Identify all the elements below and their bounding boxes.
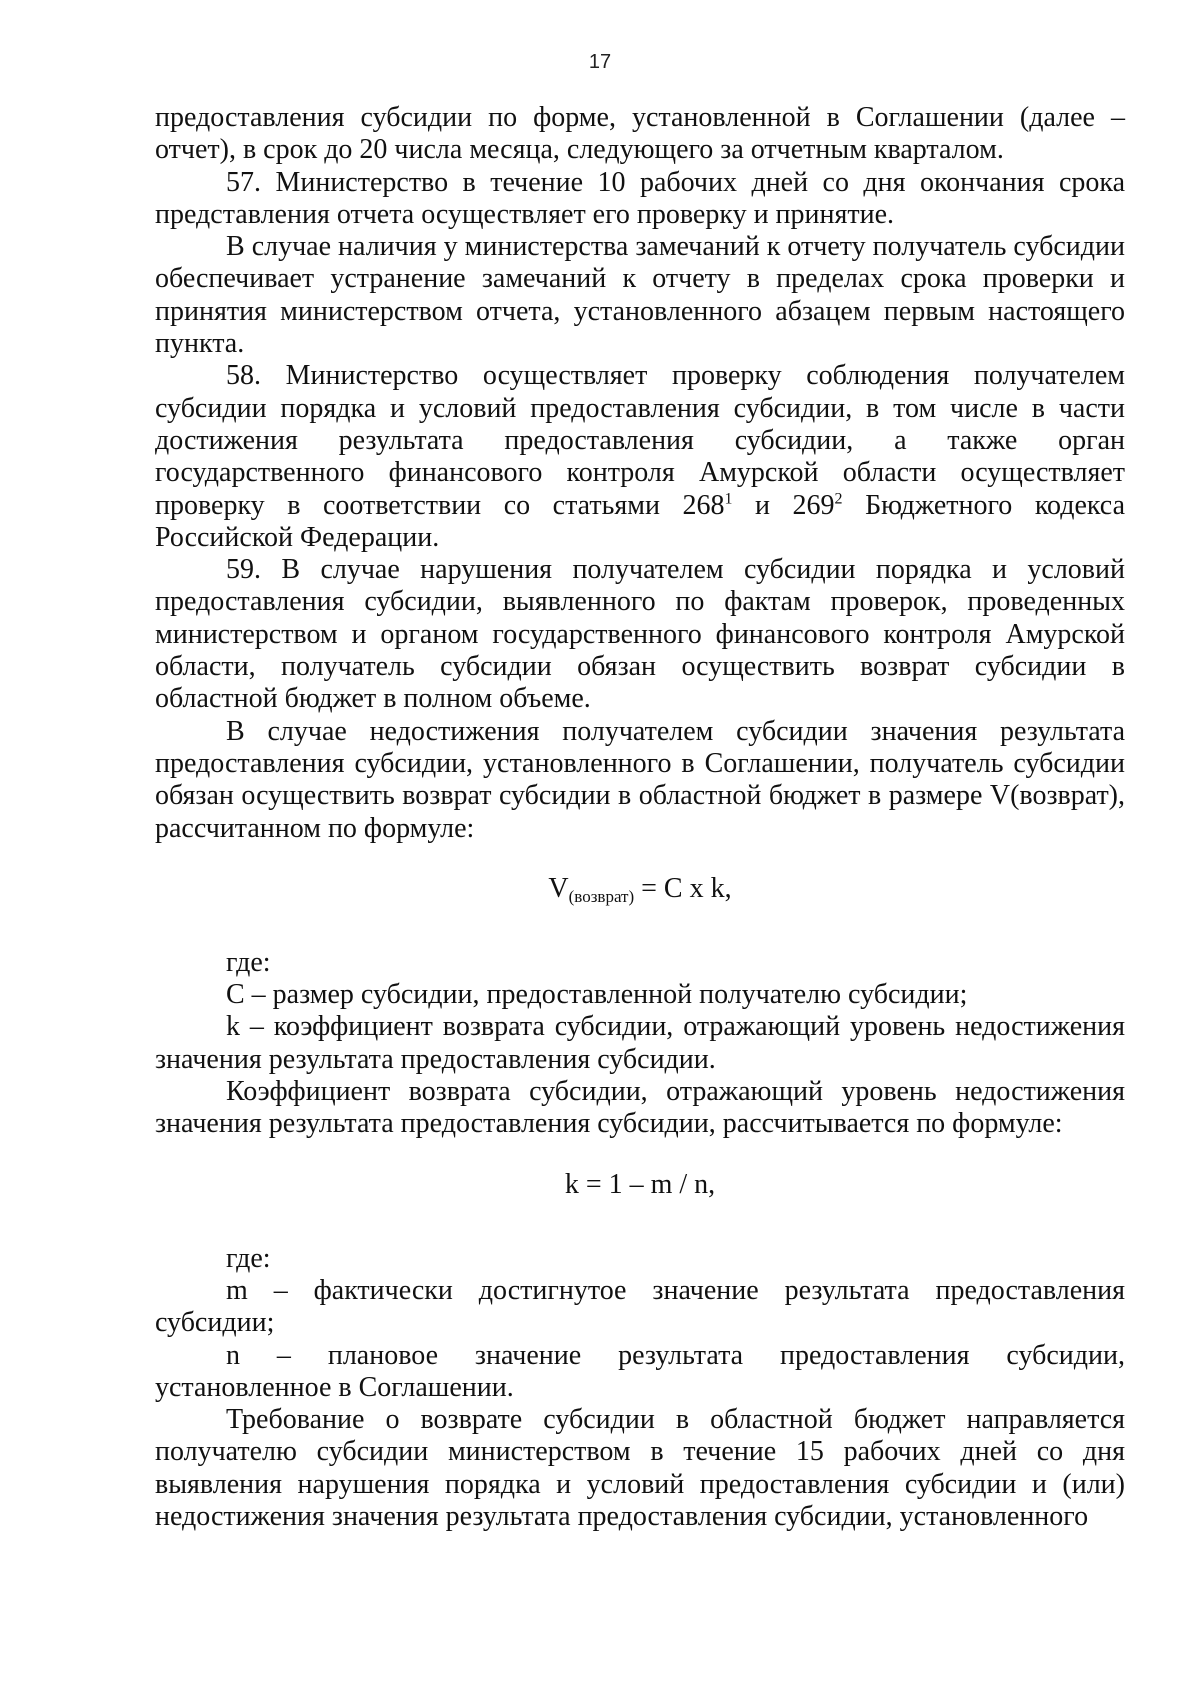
- document-body: [155, 102, 1125, 1533]
- definition-m: m – фактически достигнутое значение результата предоставления субсидии;: [155, 1274, 1125, 1339]
- paragraph-coefficient: Коэффициент возврата субсидии, отражающий уровень недостижения значения результата предоставления субсидии, рассчитывается по формуле:: [155, 1076, 1125, 1140]
- superscript-1: 1: [724, 490, 733, 508]
- paragraph-58-text-a: 58. Министерство осуществляет проверку соблюдения получателем субсидии порядка и условий предоставления субсидии, в том числе в части достижения результата предоставления субсидии, а также орган государственного финансового контроля Амурской области осуществляет проверку в соответствии со статьями 268: [155, 360, 1125, 521]
- paragraph-58-text-b: и 269: [732, 489, 835, 521]
- paragraph-58-text-c: Бюджетного кодекса Российской Федерации.: [155, 489, 1125, 553]
- paragraph-remarks: В случае наличия у министерства замечаний к отчету получатель субсидии обеспечивает устранение замечаний к отчету в пределах срока проверки и принятия министерством отчета, установленного абзацем первым настоящего пункта.: [155, 231, 1125, 360]
- formula-return-amount: [155, 871, 1125, 907]
- superscript-2: 2: [834, 490, 843, 508]
- definition-n: n – плановое значение результата предоставления субсидии, установленное в Соглашении.: [155, 1339, 1125, 1403]
- paragraph-demand: Требование о возврате субсидии в областной бюджет направляется получателю субсидии министерством в течение 15 рабочих дней со дня выявления нарушения порядка и условий предоставления субсидии и (или) недостижения значения результата предоставления субсидии, установленного: [155, 1404, 1125, 1532]
- paragraph-non-achievement: В случае недостижения получателем субсидии значения результата предоставления субсидии, установленного в Соглашении, получатель субсидии обязан осуществить возврат субсидии в областной бюджет в размере V(возврат), рассчитанном по формуле:: [155, 715, 1125, 844]
- paragraph-57: 57. Министерство в течение 10 рабочих дней со дня окончания срока представления отчета осуществляет его проверку и принятие.: [155, 166, 1125, 230]
- paragraph-59: 59. В случае нарушения получателем субсидии порядка и условий предоставления субсидии, выявленного по фактам проверок, проведенных министерством и органом государственного финансового контроля Амурской области, получатель субсидии обязан осуществить возврат субсидии в областной бюджет в полном объеме.: [155, 554, 1125, 715]
- definition-k: k – коэффициент возврата субсидии, отражающий уровень недостижения значения результата предоставления субсидии.: [155, 1011, 1125, 1075]
- formula-1-subscript: (возврат): [568, 886, 635, 906]
- paragraph-58: [155, 360, 1125, 554]
- formula-1-rest: = C x k,: [634, 872, 732, 904]
- where-label-2: где:: [226, 1242, 271, 1274]
- formula-1-base: V: [548, 872, 569, 904]
- page-number: 17: [588, 51, 612, 73]
- formula-coefficient: k = 1 – m / n,: [564, 1168, 716, 1200]
- definition-c: C – размер субсидии, предоставленной получателю субсидии;: [226, 979, 968, 1011]
- paragraph-continuation: предоставления субсидии по форме, установленной в Соглашении (далее – отчет), в срок до 20 числа месяца, следующего за отчетным кварталом.: [155, 102, 1125, 166]
- where-label-1: где:: [226, 946, 271, 978]
